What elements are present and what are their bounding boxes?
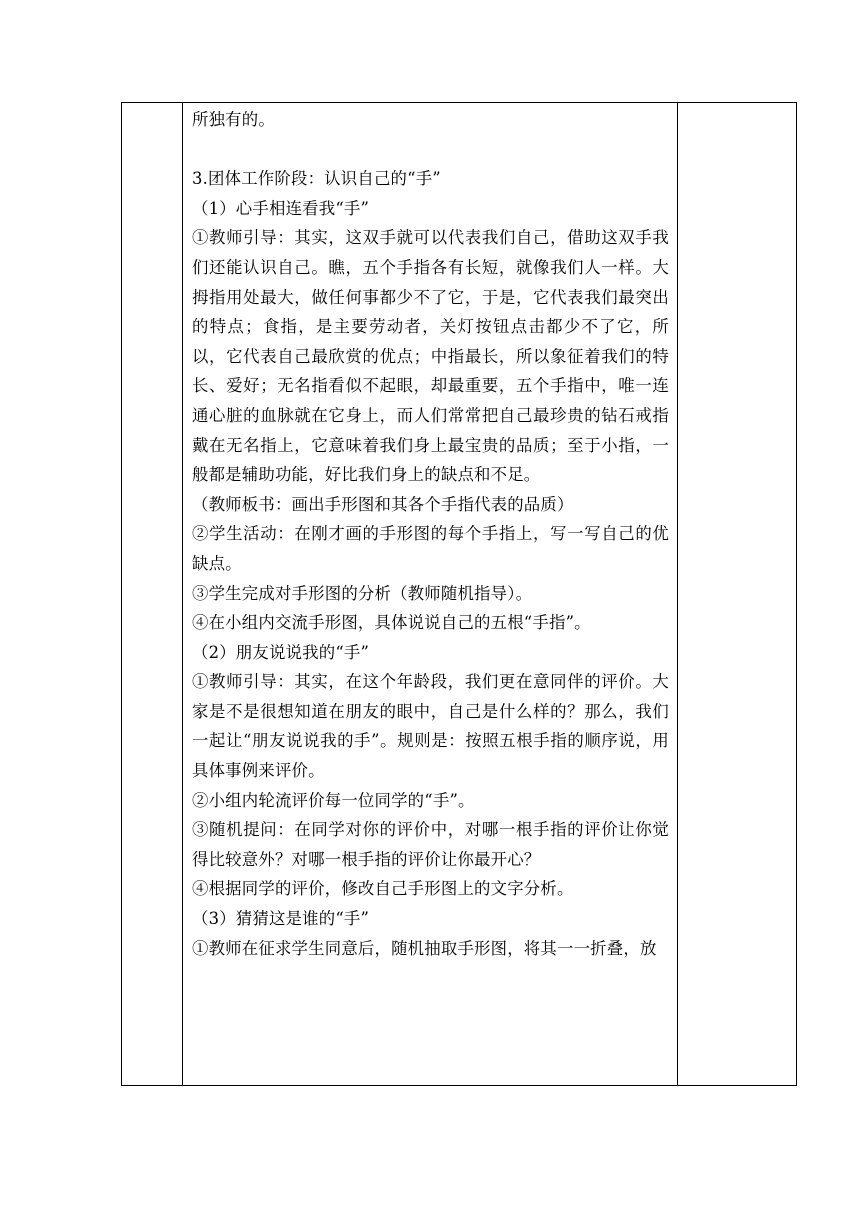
content-body: [183, 103, 677, 963]
paragraph: ①教师引导：其实，这双手就可以代表我们自己，借助这双手我们还能认识自己。瞧，五个手指各有长短，就像我们人一样。大拇指用处最大，做任何事都少不了它，于是，它代表我们最突出的特点；食指，是主要劳动者，关灯按钮点击都少不了它，所以，它代表自己最欣赏的优点；中指最长，所以象征着我们的特长、爱好；无名指看似不起眼，却最重要，五个手指中，唯一连通心脏的血脉就在它身上，而人们常常把自己最珍贵的钻石戒指戴在无名指上，它意味着我们身上最宝贵的品质；至于小指，一般都是辅助功能，好比我们身上的缺点和不足。: [192, 228, 669, 485]
subsection-heading: （2）朋友说说我的“手”: [192, 642, 370, 662]
paragraph: ④根据同学的评价，修改自己手形图上的文字分析。: [192, 879, 574, 899]
paragraph: ①教师引导：其实，在这个年龄段，我们更在意同伴的评价。大家是不是很想知道在朋友的眼中，自己是什么样的？那么，我们一起让“朋友说说我的手”。规则是：按照五根手指的顺序说，用具体事例来评价。: [192, 672, 669, 781]
subsection-heading: （3）猜猜这是谁的“手”: [192, 909, 370, 929]
paragraph: ①教师在征求学生同意后，随机抽取手形图，将其一一折叠，放: [192, 938, 657, 958]
paragraph: ②小组内轮流评价每一位同学的“手”。: [192, 790, 475, 810]
subsection-heading: （1）心手相连看我“手”: [192, 198, 370, 218]
paragraph: ②学生活动：在刚才画的手形图的每个手指上，写一写自己的优缺点。: [192, 524, 669, 573]
left-column-cell: [122, 103, 183, 1086]
paragraph: ③随机提问：在同学对你的评价中，对哪一根手指的评价让你觉得比较意外？对哪一根手指的评价让你最开心？: [192, 820, 669, 869]
main-content-cell: [183, 103, 678, 1086]
paragraph: ④在小组内交流手形图，具体说说自己的五根“手指”。: [192, 613, 591, 633]
paragraph: （教师板书：画出手形图和其各个手指代表的品质）: [192, 494, 574, 514]
section-heading: 3.团体工作阶段：认识自己的“手”: [192, 169, 441, 189]
paragraph: ③学生完成对手形图的分析（教师随机指导）。: [192, 583, 533, 603]
paragraph: 所独有的。: [192, 110, 275, 129]
right-column-cell: [678, 103, 797, 1086]
blank-line: [192, 135, 669, 165]
table-row: [122, 103, 797, 1086]
lesson-plan-table: [121, 102, 797, 1086]
